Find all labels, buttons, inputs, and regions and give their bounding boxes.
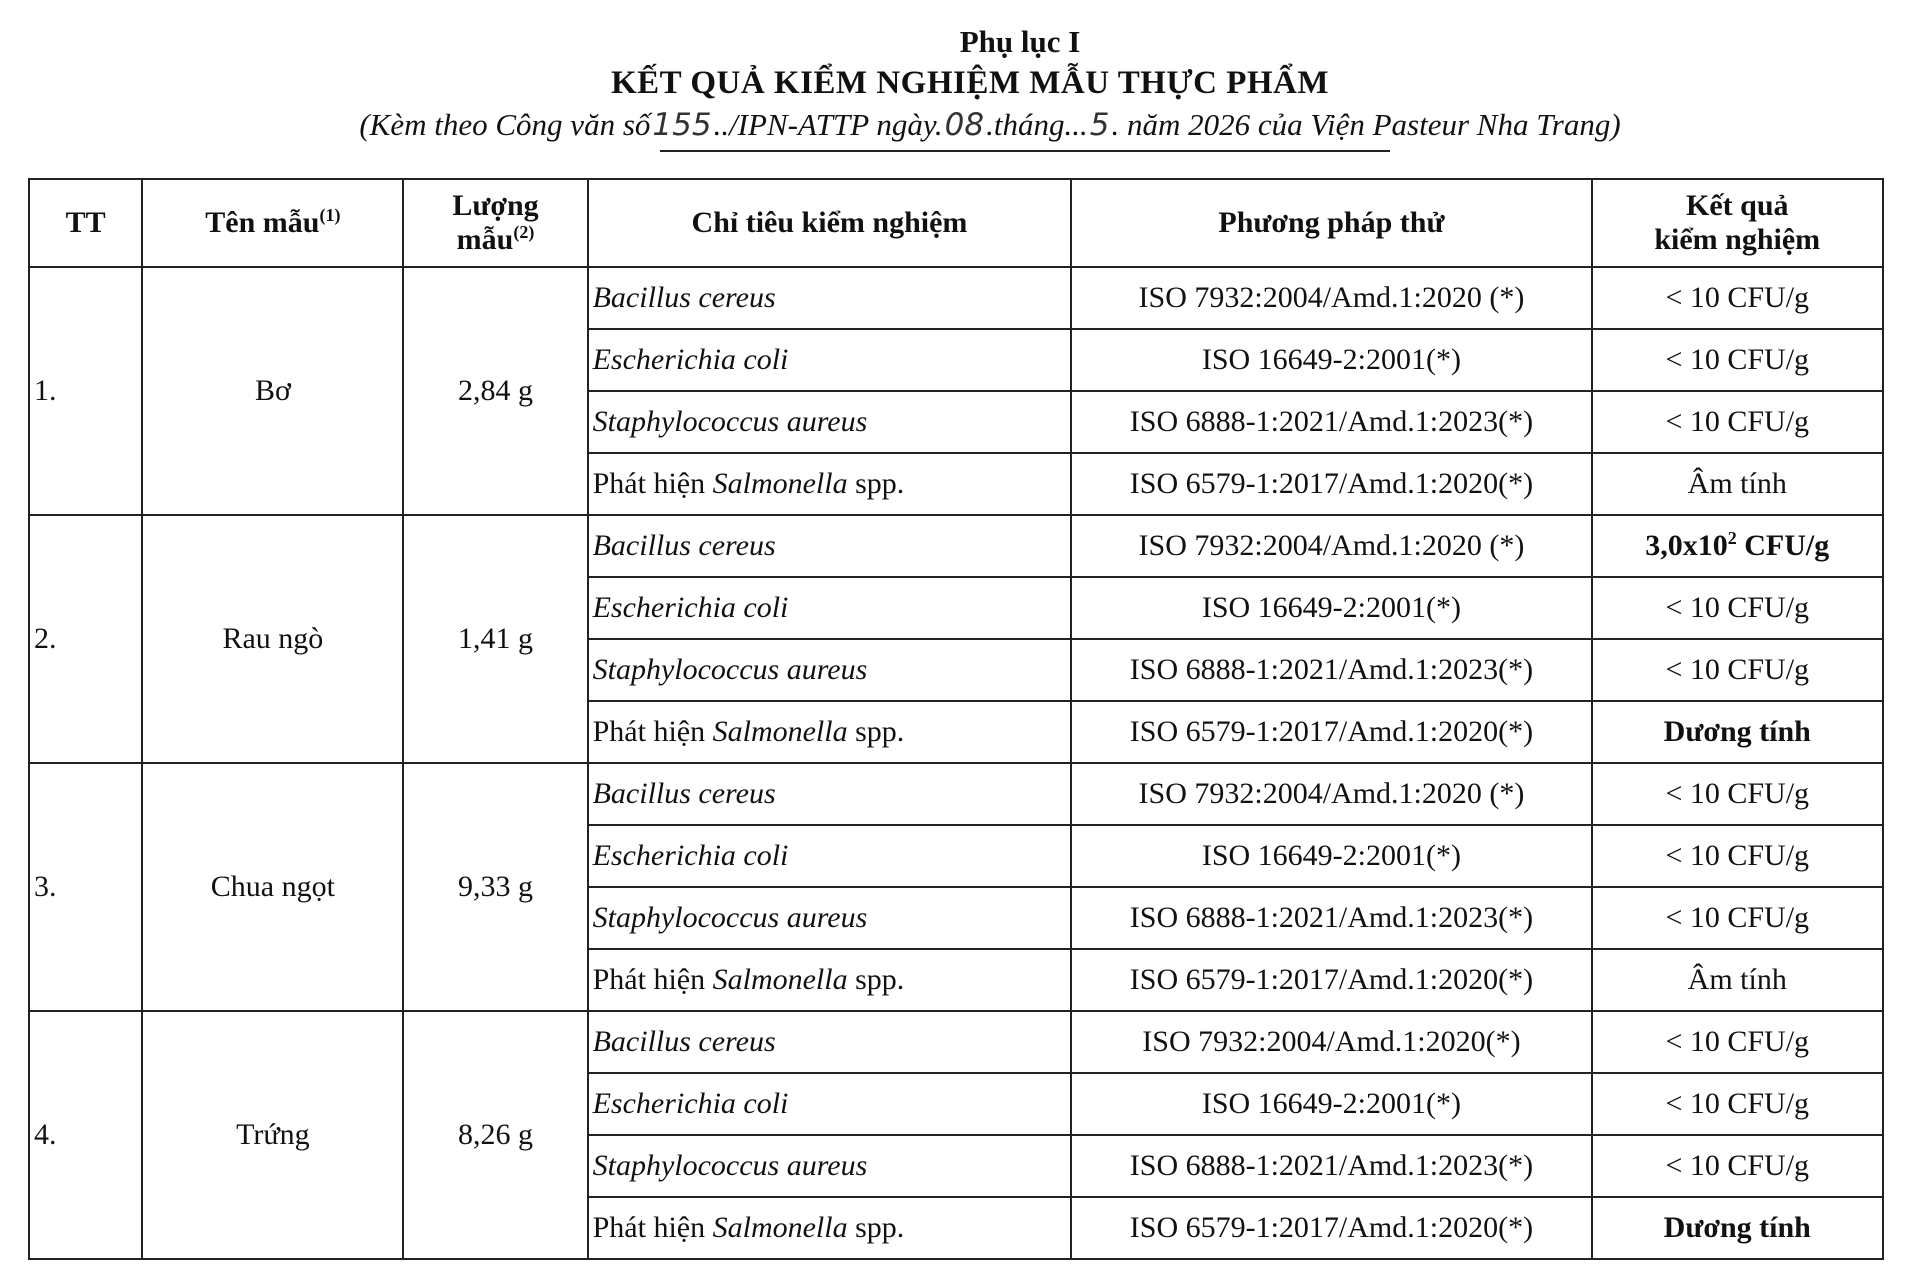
result-cell: Âm tính (1592, 949, 1883, 1011)
appendix-label: Phụ lục I (959, 24, 1081, 59)
sample-index-cell: 1. (29, 267, 142, 515)
result-cell: Dương tính (1592, 1197, 1883, 1259)
header-indicator-label: Chỉ tiêu kiểm nghiệm (691, 206, 968, 239)
result-cell: < 10 CFU/g (1592, 1011, 1883, 1073)
indicator-organism: Bacillus cereus (592, 1025, 776, 1058)
indicator-organism: Staphylococcus aureus (592, 901, 868, 934)
result-cell: Dương tính (1592, 701, 1883, 763)
result-exponent: 2 (1727, 528, 1737, 548)
indicator-suffix: spp. (855, 963, 905, 996)
result-cell: < 10 CFU/g (1592, 267, 1883, 329)
table-row (29, 267, 1883, 329)
results-table-body (29, 267, 1883, 1259)
indicator-organism: Salmonella (712, 715, 848, 748)
result-cell: < 10 CFU/g (1592, 577, 1883, 639)
document-subtitle (0, 104, 1920, 146)
method-cell: ISO 16649-2:2001(*) (1071, 825, 1591, 887)
table-row (29, 763, 1883, 825)
method-cell: ISO 16649-2:2001(*) (1071, 1073, 1591, 1135)
sample-name-cell: Bơ (142, 267, 403, 515)
header-tt-label: TT (65, 206, 106, 239)
result-unit: CFU/g (1736, 529, 1830, 562)
indicator-cell (588, 1197, 1072, 1259)
method-cell: ISO 6579-1:2017/Amd.1:2020(*) (1071, 949, 1591, 1011)
indicator-prefix: Phát hiện (592, 715, 706, 748)
header-qty-line2: mẫu (456, 223, 514, 256)
indicator-organism: Salmonella (712, 963, 848, 996)
indicator-cell (588, 267, 1072, 329)
result-value: 3,0x10 (1645, 529, 1728, 562)
sample-qty-cell: 8,26 g (403, 1011, 587, 1259)
sample-index-cell: 2. (29, 515, 142, 763)
handwritten-day: 08 (944, 107, 985, 143)
method-cell: ISO 6888-1:2021/Amd.1:2023(*) (1071, 639, 1591, 701)
method-cell: ISO 16649-2:2001(*) (1071, 329, 1591, 391)
indicator-organism: Staphylococcus aureus (592, 653, 868, 686)
subtitle-text-3: .tháng... (986, 107, 1088, 142)
indicator-cell (588, 639, 1072, 701)
sample-qty-cell: 2,84 g (403, 267, 587, 515)
header-result (1592, 179, 1883, 267)
header-name-label: Tên mẫu (205, 206, 320, 239)
sample-name-cell: Trứng (142, 1011, 403, 1259)
subtitle-text-4: . năm 2026 của Viện Pasteur Nha Trang) (1111, 107, 1621, 142)
header-result-line2: kiểm nghiệm (1654, 223, 1821, 256)
header-tt (29, 179, 142, 267)
indicator-cell (588, 515, 1072, 577)
indicator-cell (588, 1135, 1072, 1197)
sample-index-cell: 3. (29, 763, 142, 1011)
result-cell: < 10 CFU/g (1592, 639, 1883, 701)
sample-index-cell: 4. (29, 1011, 142, 1259)
subtitle-underline (660, 150, 1390, 152)
indicator-suffix: spp. (855, 715, 905, 748)
method-cell: ISO 6888-1:2021/Amd.1:2023(*) (1071, 1135, 1591, 1197)
indicator-cell (588, 391, 1072, 453)
indicator-cell (588, 577, 1072, 639)
indicator-cell (588, 763, 1072, 825)
indicator-cell (588, 701, 1072, 763)
indicator-organism: Staphylococcus aureus (592, 1149, 868, 1182)
indicator-cell (588, 949, 1072, 1011)
indicator-cell (588, 1011, 1072, 1073)
result-cell: < 10 CFU/g (1592, 763, 1883, 825)
indicator-cell (588, 1073, 1072, 1135)
header-name-footnote: (1) (319, 205, 341, 225)
indicator-organism: Escherichia coli (592, 591, 789, 624)
method-cell: ISO 6888-1:2021/Amd.1:2023(*) (1071, 887, 1591, 949)
header-qty-footnote: (2) (513, 222, 535, 242)
handwritten-doc-number: 155 (652, 107, 712, 143)
header-indicator (588, 179, 1072, 267)
indicator-suffix: spp. (855, 1211, 905, 1244)
indicator-prefix: Phát hiện (592, 963, 706, 996)
result-cell: < 10 CFU/g (1592, 887, 1883, 949)
header-result-line1: Kết quả (1686, 189, 1789, 222)
indicator-organism: Escherichia coli (592, 343, 789, 376)
table-header-row (29, 179, 1883, 267)
method-cell: ISO 6579-1:2017/Amd.1:2020(*) (1071, 1197, 1591, 1259)
result-cell: < 10 CFU/g (1592, 391, 1883, 453)
method-cell: ISO 6579-1:2017/Amd.1:2020(*) (1071, 453, 1591, 515)
header-sample-qty (403, 179, 587, 267)
result-cell: < 10 CFU/g (1592, 825, 1883, 887)
indicator-organism: Salmonella (712, 467, 848, 500)
result-cell: < 10 CFU/g (1592, 329, 1883, 391)
result-cell: < 10 CFU/g (1592, 1073, 1883, 1135)
sample-qty-cell: 1,41 g (403, 515, 587, 763)
method-cell: ISO 16649-2:2001(*) (1071, 577, 1591, 639)
sample-name-cell: Rau ngò (142, 515, 403, 763)
header-qty-line1: Lượng (452, 189, 539, 222)
indicator-organism: Escherichia coli (592, 1087, 789, 1120)
handwritten-month: 5 (1089, 107, 1110, 143)
indicator-prefix: Phát hiện (592, 1211, 706, 1244)
indicator-organism: Escherichia coli (592, 839, 789, 872)
indicator-prefix: Phát hiện (592, 467, 706, 500)
result-cell: Âm tính (1592, 453, 1883, 515)
method-cell: ISO 7932:2004/Amd.1:2020 (*) (1071, 763, 1591, 825)
table-row (29, 1011, 1883, 1073)
indicator-organism: Bacillus cereus (592, 529, 776, 562)
indicator-cell (588, 329, 1072, 391)
result-cell: < 10 CFU/g (1592, 1135, 1883, 1197)
indicator-cell (588, 887, 1072, 949)
document-header (0, 22, 1920, 146)
result-cell (1592, 515, 1883, 577)
subtitle-text-1: (Kèm theo Công văn số (359, 107, 651, 142)
subtitle-text-2: ../IPN-ATTP ngày. (713, 107, 943, 142)
indicator-cell (588, 825, 1072, 887)
indicator-organism: Salmonella (712, 1211, 848, 1244)
header-method-label: Phương pháp thử (1218, 206, 1445, 239)
indicator-organism: Bacillus cereus (592, 281, 776, 314)
indicator-organism: Bacillus cereus (592, 777, 776, 810)
indicator-cell (588, 453, 1072, 515)
sample-qty-cell: 9,33 g (403, 763, 587, 1011)
header-method (1071, 179, 1591, 267)
sample-name-cell: Chua ngọt (142, 763, 403, 1011)
method-cell: ISO 7932:2004/Amd.1:2020 (*) (1071, 267, 1591, 329)
document-title: KẾT QUẢ KIỂM NGHIỆM MẪU THỰC PHẨM (610, 65, 1330, 101)
method-cell: ISO 7932:2004/Amd.1:2020 (*) (1071, 515, 1591, 577)
method-cell: ISO 6888-1:2021/Amd.1:2023(*) (1071, 391, 1591, 453)
header-sample-name (142, 179, 403, 267)
table-row (29, 515, 1883, 577)
indicator-suffix: spp. (855, 467, 905, 500)
method-cell: ISO 6579-1:2017/Amd.1:2020(*) (1071, 701, 1591, 763)
results-table (28, 178, 1884, 1260)
indicator-organism: Staphylococcus aureus (592, 405, 868, 438)
method-cell: ISO 7932:2004/Amd.1:2020(*) (1071, 1011, 1591, 1073)
